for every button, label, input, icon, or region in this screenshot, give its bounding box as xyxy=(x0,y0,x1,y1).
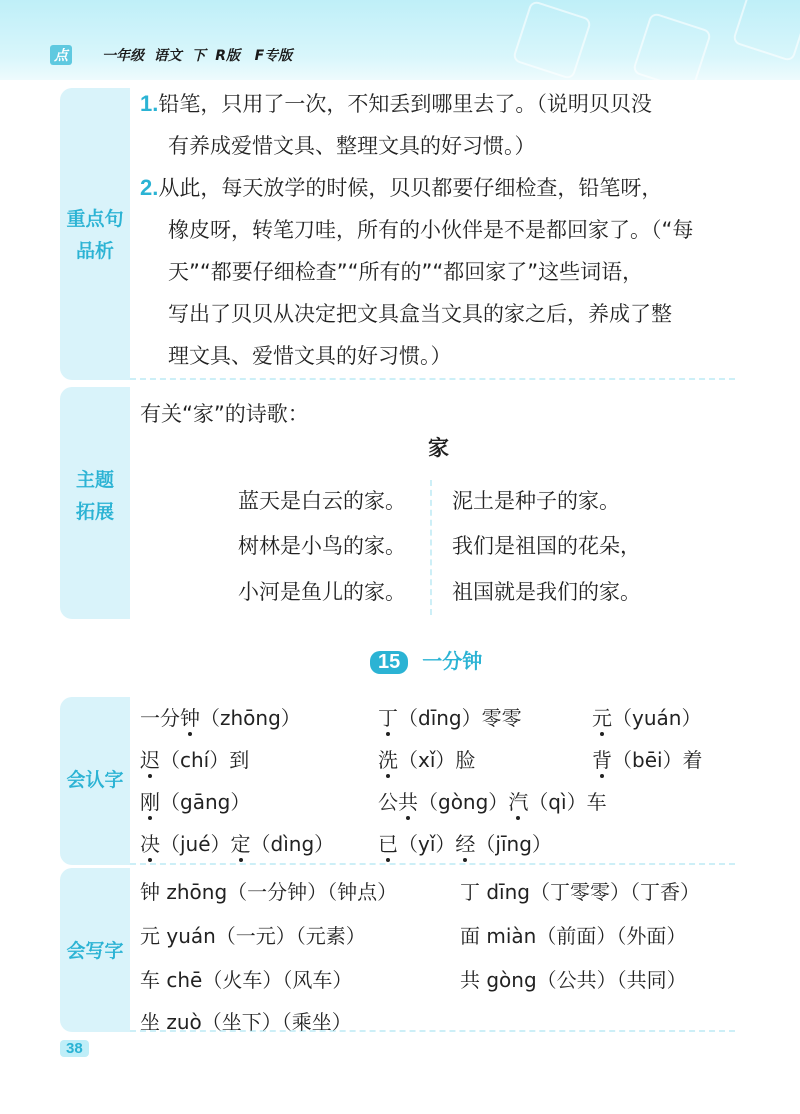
write-entry: 坐 zuò（坐下）（乘坐） xyxy=(140,1010,352,1034)
lesson-title xyxy=(370,645,482,674)
write-entry: 元 yuán（一元）（元素） xyxy=(140,924,366,948)
recognize-word xyxy=(140,828,334,857)
recognize-word xyxy=(140,786,250,815)
poem-left-line-2: 树林是小鸟的家。 xyxy=(238,534,406,558)
write-entry: 丁 dīng（丁零零）（丁香） xyxy=(460,880,700,904)
item-number: 1. xyxy=(140,91,159,116)
item-text: 铅笔，只用了一次，不知丢到哪里去了。（说明贝贝没 xyxy=(158,92,652,116)
analysis-item-1 xyxy=(140,88,652,118)
item-text: 从此，每天放学的时候，贝贝都要仔细检查，铅笔呀， xyxy=(158,176,663,200)
pinyin: （jīng） xyxy=(475,832,552,856)
pinyin: （yǐ） xyxy=(398,832,456,856)
poem-right-line-2: 我们是祖国的花朵， xyxy=(452,534,641,558)
section-divider xyxy=(130,863,735,865)
write-entry: 面 miàn（前面）（外面） xyxy=(460,924,687,948)
word-text: 一分 xyxy=(140,706,180,730)
write-entry: 共 gòng（公共）（共同） xyxy=(460,968,687,992)
dotted-char: 决 xyxy=(140,832,160,856)
poem-title: 家 xyxy=(428,436,449,460)
recognize-sidebar xyxy=(60,697,130,865)
analysis-item-2-line-2: 橡皮呀，转笔刀哇，所有的小伙伴是不是都回家了。（“每 xyxy=(168,218,694,242)
analysis-item-1-line-2: 有养成爱惜文具、整理文具的好习惯。） xyxy=(168,134,536,158)
poem-right-line-3: 祖国就是我们的家。 xyxy=(452,580,641,604)
dotted-char: 共 xyxy=(398,790,418,814)
dotted-char: 已 xyxy=(378,832,398,856)
write-sidebar xyxy=(60,868,130,1032)
analysis-item-2-line-3: 天”“都要仔细检查”“所有的”“都回家了”这些词语， xyxy=(168,260,644,284)
recognize-word xyxy=(140,702,301,731)
analysis-item-2-line-5: 理文具、爱惜文具的好习惯。） xyxy=(168,344,452,368)
recognize-word xyxy=(140,744,249,773)
pinyin: （bēi）着 xyxy=(612,748,703,772)
section-divider xyxy=(130,378,735,380)
lesson-name: 一分钟 xyxy=(422,649,483,673)
poem-left-line-3: 小河是鱼儿的家。 xyxy=(238,580,406,604)
item-number: 2. xyxy=(140,175,159,200)
dotted-char: 汽 xyxy=(508,790,529,814)
dotted-char: 元 xyxy=(592,706,612,730)
lesson-number: 15 xyxy=(370,651,408,674)
theme-sidebar xyxy=(60,387,130,619)
dotted-char: 定 xyxy=(230,832,251,856)
recognize-word xyxy=(378,744,475,773)
write-entry: 钟 zhōng（一分钟）（钟点） xyxy=(140,880,398,904)
pinyin: （yuán） xyxy=(612,706,702,730)
pinyin: （gāng） xyxy=(160,790,251,814)
poem-right-line-1: 泥土是种子的家。 xyxy=(452,489,620,513)
dotted-char: 背 xyxy=(592,748,612,772)
analysis-item-2 xyxy=(140,172,662,202)
dotted-char: 迟 xyxy=(140,748,160,772)
book-title: 一年级 语文 下 R版 F专版 xyxy=(102,48,293,64)
theme-label-2: 拓展 xyxy=(75,501,114,523)
pinyin: （gòng） xyxy=(418,790,509,814)
pinyin: （zhōng） xyxy=(200,706,301,730)
page-header xyxy=(0,0,800,80)
pinyin: （qì）车 xyxy=(528,790,607,814)
pinyin: （dīng）零零 xyxy=(398,706,522,730)
dotted-char: 丁 xyxy=(378,706,398,730)
analysis-sidebar xyxy=(60,88,130,380)
analysis-item-2-line-4: 写出了贝贝从决定把文具盒当文具的家之后，养成了整 xyxy=(168,302,672,326)
write-label: 会写字 xyxy=(66,940,124,962)
analysis-label-1: 重点句 xyxy=(66,208,124,230)
poem-divider xyxy=(430,480,432,615)
analysis-label-2: 品析 xyxy=(75,240,114,262)
word-text: 公 xyxy=(378,790,398,814)
brand-logo: 点 xyxy=(50,45,72,65)
recognize-label: 会认字 xyxy=(66,769,124,791)
pinyin: （jué） xyxy=(160,832,231,856)
recognize-word xyxy=(378,828,552,857)
header-decoration xyxy=(732,0,800,62)
theme-label-1: 主题 xyxy=(75,469,114,491)
poem-intro: 有关“家”的诗歌： xyxy=(140,402,309,426)
dotted-char: 刚 xyxy=(140,790,160,814)
recognize-word xyxy=(592,702,701,731)
header-decoration xyxy=(632,12,713,93)
write-entry: 车 chē（火车）（风车） xyxy=(140,968,353,992)
recognize-word xyxy=(378,702,522,731)
pinyin: （dìng） xyxy=(250,832,335,856)
page-number: 38 xyxy=(60,1040,89,1057)
recognize-word xyxy=(592,744,703,773)
dotted-char: 洗 xyxy=(378,748,398,772)
header-decoration xyxy=(512,0,593,80)
pinyin: （chí）到 xyxy=(160,748,250,772)
dotted-char: 经 xyxy=(455,832,476,856)
poem-left-line-1: 蓝天是白云的家。 xyxy=(238,489,406,513)
dotted-char: 钟 xyxy=(180,706,200,730)
pinyin: （xǐ）脸 xyxy=(398,748,476,772)
recognize-word xyxy=(378,786,607,815)
